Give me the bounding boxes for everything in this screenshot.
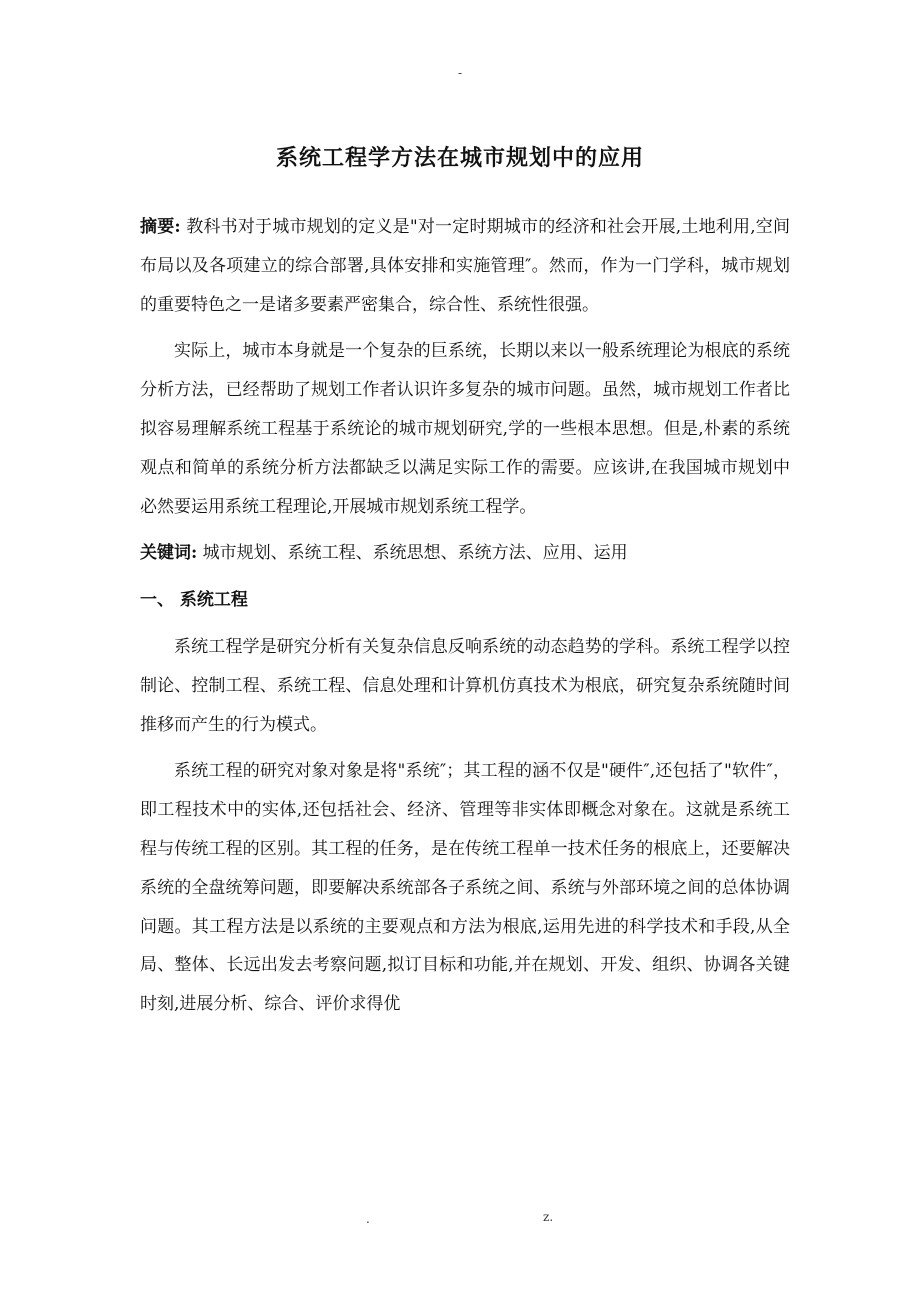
keywords-text: 城市规划、系统工程、系统思想、系统方法、应用、运用 xyxy=(197,543,628,564)
abstract-paragraph-2: 实际上，城市本身就是一个复杂的巨系统，长期以来以一般系统理论为根底的系统分析方法，已经帮助了规划工作者认识许多复杂的城市问题。虽然，城市规划工作者比拟容易理解系统工程基于系统论的城市规划研究,学的一些根本思想。但是,朴素的系统观点和简单的系统分析方法都缺乏以满足实际工作的需要。应该讲,在我国城市规划中必然要运用系统工程理论,开展城市规划系统工程学。 xyxy=(140,341,790,517)
section-paragraph-2: 系统工程的研究对象对象是将"系统″；其工程的涵不仅是"硬件″,还包括了"软件″，即工程技术中的实体,还包括社会、经济、管理等非实体即概念对象在。这就是系统工程与传统工程的区别。其工程的任务，是在传统工程单一技术任务的根底上，还要解决系统的全盘统筹问题，即要解决系统部各子系统之间、系统与外部环境之间的总体协调问题。其工程方法是以系统的主要观点和方法为根底,运用先进的科学技术和手段,从全局、整体、长远出发去考察问题,拟订目标和功能,并在规划、开发、组织、协调各关键时刻,进展分析、综合、评价求得优 xyxy=(140,761,790,1015)
header-mark: - xyxy=(457,66,463,80)
footer-dot: . xyxy=(366,1212,370,1226)
abstract-label: 摘要: xyxy=(140,217,181,237)
keywords-paragraph xyxy=(140,534,790,573)
section-heading: 一、 系统工程 xyxy=(140,590,248,611)
section-paragraph-1: 系统工程学是研究分析有关复杂信息反响系统的动态趋势的学科。系统工程学以控制论、控制工程、系统工程、信息处理和计算机仿真技术为根底，研究复杂系统随时间推移而产生的行为模式。 xyxy=(140,636,790,735)
abstract-text: 教科书对于城市规划的定义是"对一定时期城市的经济和社会开展,土地利用,空间布局以及各项建立的综合部署,具体安排和实施管理″。然而，作为一门学科，城市规划的重要特色之一是诸多要素严密集合，综合性、系统性很强。 xyxy=(140,217,790,315)
keywords-label: 关键词: xyxy=(140,543,198,564)
document-title: 系统工程学方法在城市规划中的应用 xyxy=(275,145,644,171)
footer-mark: z. xyxy=(543,1210,554,1224)
document-body xyxy=(140,208,790,1032)
abstract-paragraph xyxy=(140,208,790,324)
